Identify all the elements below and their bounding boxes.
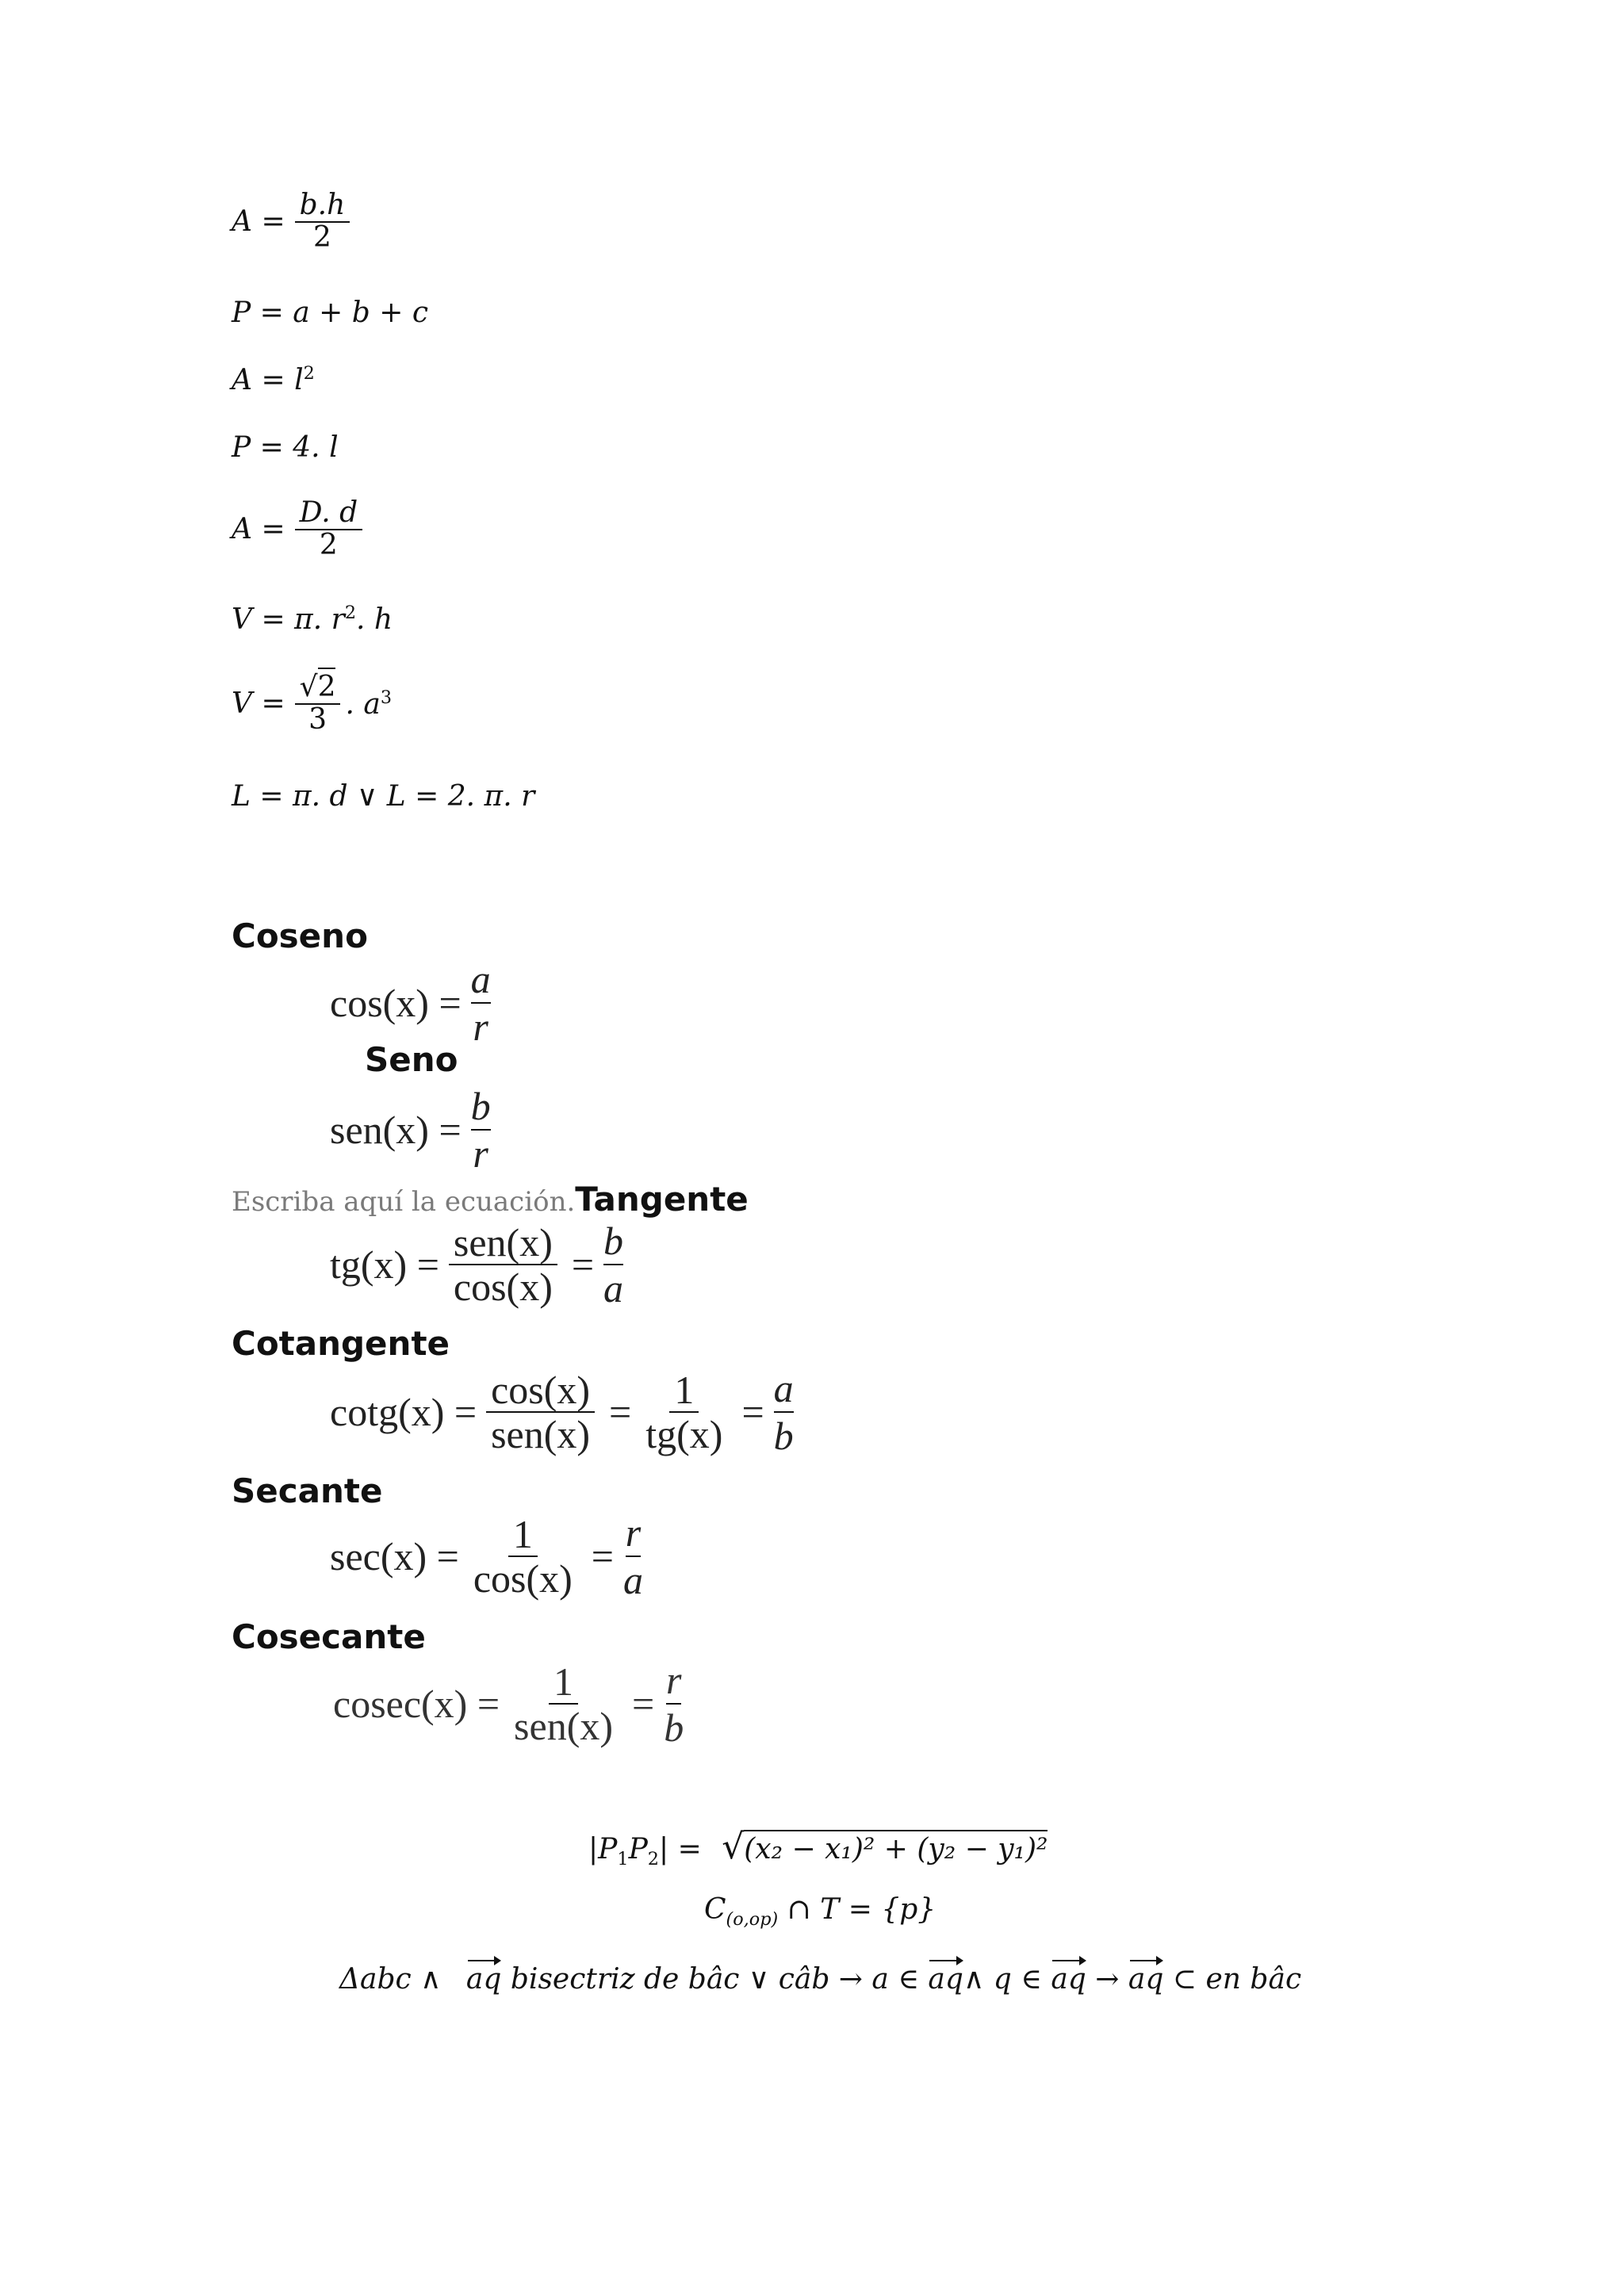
area-rhombus-fraction bbox=[295, 498, 363, 561]
cosine-heading: Coseno bbox=[232, 916, 368, 955]
area-triangle-fraction bbox=[295, 190, 350, 254]
secant-formula bbox=[330, 1510, 648, 1603]
cotangent-fraction-2 bbox=[641, 1368, 727, 1456]
cotangent-heading: Cotangente bbox=[232, 1324, 450, 1363]
cosine-lhs: cos(x) = bbox=[330, 981, 462, 1025]
cotangent-fraction-3 bbox=[774, 1365, 794, 1459]
cotangent-denominator-2: tg(x) bbox=[645, 1412, 723, 1456]
bisector-part-c: ∧ q ∈ bbox=[963, 1963, 1042, 1996]
volume-octahedron-denominator: 3 bbox=[308, 702, 327, 736]
area-rhombus-numerator: D. d bbox=[295, 498, 363, 530]
cotangent-equals-1: = bbox=[609, 1390, 632, 1434]
tangent-formula bbox=[330, 1218, 628, 1311]
sine-denominator: r bbox=[473, 1131, 488, 1176]
sine-formula bbox=[330, 1083, 496, 1177]
cosecant-denominator-2: b bbox=[664, 1705, 684, 1750]
secant-heading: Secante bbox=[232, 1471, 383, 1510]
cosine-formula bbox=[330, 956, 496, 1050]
cotangent-lhs: cotg(x) = bbox=[330, 1390, 477, 1434]
area-triangle-numerator: b.h bbox=[295, 190, 350, 223]
intersection-formula bbox=[704, 1893, 936, 1930]
volume-octahedron-exponent: 3 bbox=[380, 687, 393, 708]
equation-placeholder[interactable]: Escriba aquí la ecuación. bbox=[232, 1186, 576, 1218]
volume-octahedron-radicand: 2 bbox=[318, 668, 336, 703]
volume-octahedron-lhs: V = bbox=[232, 687, 285, 721]
tangent-denominator-2: a bbox=[603, 1266, 624, 1311]
cosecant-equals: = bbox=[632, 1682, 655, 1726]
volume-cylinder-formula bbox=[232, 603, 393, 636]
tangent-fraction-1 bbox=[449, 1221, 557, 1308]
tangent-fraction-2 bbox=[603, 1218, 623, 1311]
bisector-part-e: ⊂ en bâc bbox=[1172, 1963, 1302, 1996]
area-square-exponent: 2 bbox=[303, 363, 315, 384]
cotangent-numerator-2: 1 bbox=[669, 1368, 699, 1413]
area-triangle-formula bbox=[232, 190, 354, 254]
sqrt-icon: √ bbox=[722, 1827, 745, 1867]
distance-sub-2: 2 bbox=[647, 1849, 659, 1870]
secant-denominator-1: cos(x) bbox=[473, 1556, 573, 1601]
intersection-subscript: (o,op) bbox=[726, 1909, 779, 1931]
cotangent-formula bbox=[330, 1365, 799, 1459]
secant-lhs: sec(x) = bbox=[330, 1534, 459, 1578]
perimeter-square-formula: P = 4. l bbox=[232, 431, 339, 464]
intersection-rest: ∩ T = {p} bbox=[787, 1893, 936, 1926]
cotangent-numerator-3: a bbox=[774, 1365, 794, 1413]
distance-sub-1: 1 bbox=[617, 1849, 629, 1870]
cosecant-heading: Cosecante bbox=[232, 1617, 426, 1656]
cosecant-fraction-1 bbox=[509, 1660, 618, 1747]
area-square-base: l bbox=[294, 364, 304, 396]
distance-lhs: |P bbox=[588, 1833, 618, 1866]
area-square-lhs: A = bbox=[232, 364, 295, 396]
volume-octahedron-rest: . a bbox=[345, 687, 381, 721]
volume-cylinder-exponent: 2 bbox=[344, 603, 357, 623]
bisector-part-b: bisectriz de bâc ∨ câb → a ∈ bbox=[510, 1963, 919, 1996]
tangent-numerator-1: sen(x) bbox=[449, 1221, 557, 1265]
bisector-part-a: Δabc ∧ bbox=[339, 1963, 442, 1996]
circumference-formula: L = π. d ∨ L = 2. π. r bbox=[232, 780, 535, 813]
cosine-denominator: r bbox=[473, 1004, 488, 1049]
distance-mid: P bbox=[628, 1833, 648, 1866]
cosine-numerator: a bbox=[471, 956, 491, 1004]
secant-equals: = bbox=[591, 1534, 614, 1578]
cotangent-numerator-1: cos(x) bbox=[486, 1368, 595, 1413]
cotangent-denominator-3: b bbox=[773, 1414, 794, 1458]
cosecant-formula bbox=[333, 1657, 688, 1751]
tangent-numerator-2: b bbox=[603, 1218, 623, 1265]
distance-radicand: (x₂ − x₁)² + (y₂ − y₁)² bbox=[744, 1830, 1048, 1866]
vector-aq-3: aq bbox=[1051, 1963, 1086, 1996]
cosecant-numerator-2: r bbox=[666, 1657, 681, 1705]
cosecant-fraction-2 bbox=[664, 1657, 684, 1751]
cotangent-denominator-1: sen(x) bbox=[491, 1412, 591, 1456]
volume-cylinder-rest: . h bbox=[356, 603, 393, 636]
sine-fraction bbox=[471, 1083, 491, 1177]
area-rhombus-denominator: 2 bbox=[319, 528, 338, 561]
cosine-fraction bbox=[471, 956, 491, 1050]
tangent-heading: Tangente bbox=[575, 1180, 749, 1219]
tangent-denominator-1: cos(x) bbox=[453, 1265, 553, 1309]
vector-aq-4: aq bbox=[1128, 1963, 1164, 1996]
area-rhombus-lhs: A = bbox=[232, 513, 285, 546]
vector-aq-2: aq bbox=[928, 1963, 963, 1996]
sine-lhs: sen(x) = bbox=[330, 1108, 462, 1152]
area-square-formula bbox=[232, 363, 315, 396]
sine-heading: Seno bbox=[365, 1040, 458, 1079]
volume-octahedron-formula bbox=[232, 672, 392, 736]
cosecant-denominator-1: sen(x) bbox=[514, 1704, 613, 1748]
cotangent-equals-2: = bbox=[741, 1390, 764, 1434]
volume-octahedron-fraction bbox=[295, 672, 341, 736]
area-rhombus-formula bbox=[232, 498, 367, 561]
cosecant-numerator-1: 1 bbox=[549, 1660, 578, 1705]
secant-numerator-1: 1 bbox=[508, 1513, 538, 1557]
area-triangle-lhs: A = bbox=[232, 205, 285, 239]
tangent-equals: = bbox=[571, 1242, 595, 1287]
distance-end: | = bbox=[659, 1833, 702, 1866]
tangent-heading-line bbox=[232, 1180, 749, 1219]
volume-cylinder-lhs: V = π. r bbox=[232, 603, 345, 636]
area-triangle-denominator: 2 bbox=[313, 220, 331, 254]
secant-numerator-2: r bbox=[626, 1510, 641, 1557]
intersection-c: C bbox=[704, 1893, 726, 1926]
volume-octahedron-numerator: √2 bbox=[295, 672, 341, 705]
distance-formula bbox=[588, 1827, 1048, 1869]
secant-fraction-1 bbox=[469, 1513, 577, 1600]
bisector-statement bbox=[339, 1963, 1301, 1996]
sine-numerator: b bbox=[471, 1083, 491, 1131]
perimeter-triangle-formula: P = a + b + c bbox=[232, 297, 429, 329]
vector-aq-1: aq bbox=[465, 1963, 502, 1996]
cotangent-fraction-1 bbox=[486, 1368, 595, 1456]
secant-denominator-2: a bbox=[623, 1558, 643, 1602]
secant-fraction-2 bbox=[623, 1510, 643, 1603]
tangent-lhs: tg(x) = bbox=[330, 1242, 439, 1287]
cosecant-lhs: cosec(x) = bbox=[333, 1682, 500, 1726]
bisector-part-d: → bbox=[1095, 1963, 1120, 1996]
volume-octahedron-tail bbox=[345, 687, 392, 721]
